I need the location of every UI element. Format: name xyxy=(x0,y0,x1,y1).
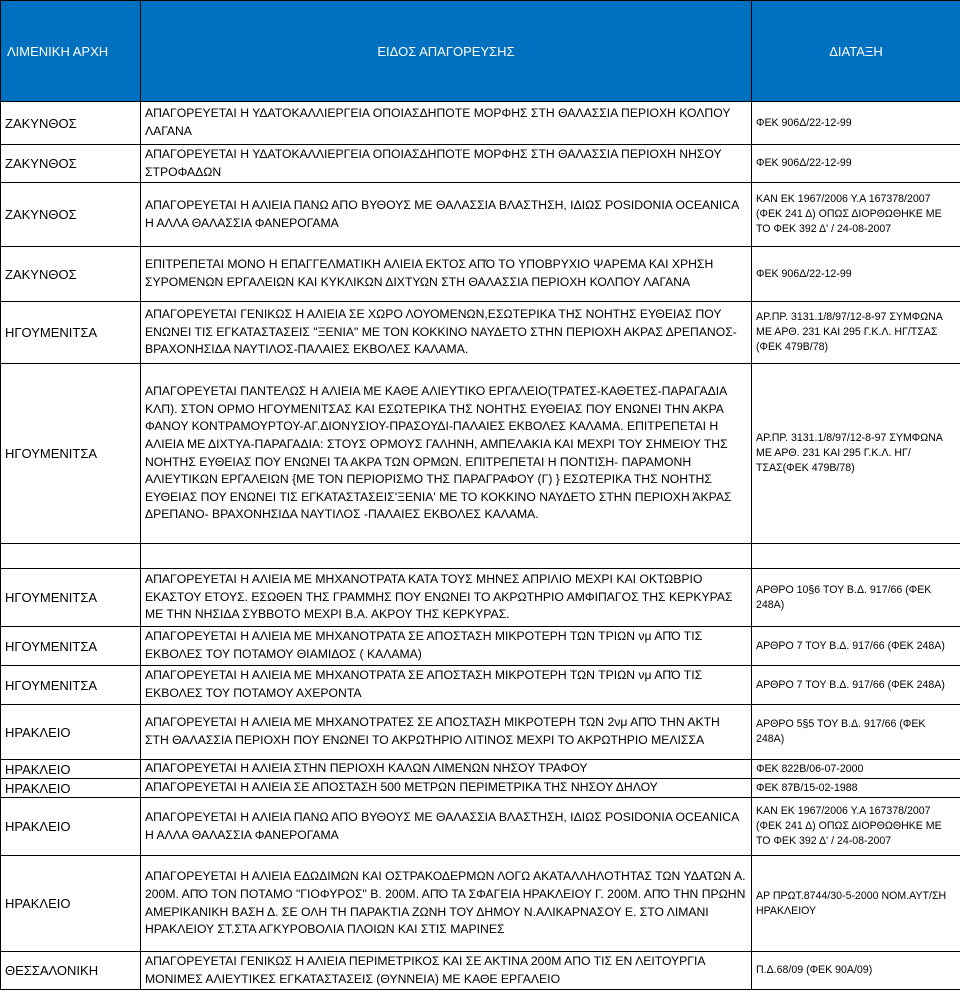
table-row xyxy=(1,760,960,779)
description-cell: ΑΠΑΓΟΡΕΥΕΤΑΙ Η ΑΛΙΕΙΑ ΜΕ ΜΗΧΑΝΟΤΡΑΤΑ ΚΑΤΑ ΤΟΥΣ ΜΗΝΕΣ ΑΠΡΙΛΙΟ ΜΕΧΡΙ ΚΑΙ ΟΚΤΩΒΡΙΟ ΕΚΑΣΤΟΥ ΕΤΟΥΣ. ΕΣΩΘΕΝ ΤΗΣ ΓΡΑΜΜΗΣ ΠΟΥ ΕΝΩΝΕΙ ΤΟ ΑΚΡΩΤΗΡΙΟ ΑΜΦΙΠΑΓΟΣ ΤΗΣ ΚΕΡΚΥΡΑΣ ΜΕ ΤΗΝ ΝΗΣΙΔΑ ΣΥΒΒΟΤΟ ΜΕΧΡΙ Β.Α. ΑΚΡΟΥ ΤΗΣ ΚΕΡΚΥΡΑΣ. xyxy=(141,569,752,627)
table-row xyxy=(1,952,960,990)
reference-cell: ΚΑΝ ΕΚ 1967/2006 Υ.Α 167378/2007 (ΦΕΚ 241 Δ) ΟΠΩΣ ΔΙΟΡΘΩΘΗΚΕ ΜΕ ΤΟ ΦΕΚ 392 Δ' / 24-08-2007 xyxy=(752,183,960,247)
header-prohibition-type: ΕΙΔΟΣ ΑΠΑΓΟΡΕΥΣΗΣ xyxy=(141,1,752,102)
reference-cell: ΑΡ.ΠΡ. 3131.1/8/97/12-8-97 ΣΥΜΦΩΝΑ ΜΕ ΑΡΘ. 231 ΚΑΙ 295 Γ.Κ.Λ. ΗΓ/ΤΣΑΣ(ΦΕΚ 479Β/78) xyxy=(752,364,960,544)
authority-cell: ΗΓΟΥΜΕΝΙΤΣΑ xyxy=(1,627,141,666)
authority-cell: ΗΓΟΥΜΕΝΙΤΣΑ xyxy=(1,569,141,627)
table-row xyxy=(1,856,960,952)
authority-cell: ΖΑΚΥΝΘΟΣ xyxy=(1,183,141,247)
table-row xyxy=(1,364,960,544)
header-authority: ΛΙΜΕΝΙΚΗ ΑΡΧΗ xyxy=(1,1,141,102)
reference-cell: ΦΕΚ 822Β/06-07-2000 xyxy=(752,760,960,779)
header-decree: ΔΙΑΤΑΞΗ xyxy=(752,1,960,102)
table-row xyxy=(1,627,960,666)
description-cell: ΑΠΑΓΟΡΕΥΕΤΑΙ ΠΑΝΤΕΛΩΣ Η ΑΛΙΕΙΑ ΜΕ ΚΑΘΕ ΑΛΙΕΥΤΙΚΟ ΕΡΓΑΛΕΙΟ(ΤΡΑΤΕΣ-ΚΑΘΕΤΕΣ-ΠΑΡΑΓΑΔΙΑ ΚΛΠ). ΣΤΟΝ ΟΡΜΟ ΗΓΟΥΜΕΝΙΤΣΑΣ ΚΑΙ ΕΣΩΤΕΡΙΚΑ ΤΗΣ ΝΟΗΤΗΣ ΕΥΘΕΙΑΣ ΠΟΥ ΕΝΩΝΕΙ ΤΗΝ ΑΚΡΑ ΦΑΝΟΥ ΚΟΝΤΡΑΜΟΥΡΤΟΥ-ΑΓ.ΔΙΟΝΥΣΙΟΥ-ΠΡΑΣΟΥΔΙ-ΠΑΛΑΙΕΣ ΕΚΒΟΛΕΣ ΚΑΛΑΜΑ. ΕΠΙΤΡΕΠΕΤΑΙ Η ΑΛΙΕΙΑ ΜΕ ΔΙΧΤΥΑ-ΠΑΡΑΓΑΔΙΑ: ΣΤΟΥΣ ΟΡΜΟΥΣ ΓΑΛΗΝΗ, ΑΜΠΕΛΑΚΙΑ ΚΑΙ ΜΕΧΡΙ ΤΟΥ ΣΗΜΕΙΟΥ ΤΗΣ ΝΟΗΤΗΣ ΕΥΘΕΙΑΣ ΠΟΥ ΕΝΩΝΕΙ ΤΑ ΑΚΡΑ ΤΩΝ ΟΡΜΩΝ. ΕΠΙΤΡΕΠΕΤΑΙ Η ΠΟΝΤΙΣΗ- ΠΑΡΑΜΟΝΗ ΑΛΙΕΥΤΙΚΩΝ ΕΡΓΑΛΕΙΩΝ {ΜΕ ΤΟΝ ΠΕΡΙΟΡΙΣΜΟ ΤΗΣ ΠΑΡΑΓΡΑΦΟΥ (Γ) } ΕΣΩΤΕΡΙΚΑ ΤΗΣ ΝΟΗΤΗΣ ΕΥΘΕΙΑΣ ΠΟΥ ΕΝΩΝΕΙ ΤΙΣ ΕΓΚΑΤΑΣΤΑΣΕΙΣ'ΞΕΝΙΑ' ΜΕ ΤΟ ΚΟΚΚΙΝΟ ΝΑΥΔΕΤΟ ΣΤΗΝ ΠΕΡΙΟΧΗ ΆΚΡΑΣ ΔΡΕΠΑΝΟ- ΒΡΑΧΟΝΗΣΙΔΑ ΝΑΥΤΙΛΟΣ -ΠΑΛΑΙΕΣ ΕΚΒΟΛΕΣ ΚΑΛΑΜΑ. xyxy=(141,364,752,544)
description-cell: ΑΠΑΓΟΡΕΥΕΤΑΙ Η ΑΛΙΕΙΑ ΜΕ ΜΗΧΑΝΟΤΡΑΤΑ ΣΕ ΑΠΟΣΤΑΣΗ ΜΙΚΡΟΤΕΡΗ ΤΩΝ ΤΡΙΩΝ νμ ΑΠΌ ΤΙΣ ΕΚΒΟΛΕΣ ΤΟΥ ΠΟΤΑΜΟΥ ΘΙΑΜΙΔΟΣ ( ΚΑΛΑΜΑ) xyxy=(141,627,752,666)
authority-cell: ΗΓΟΥΜΕΝΙΤΣΑ xyxy=(1,364,141,544)
reference-cell: ΑΡ.ΠΡ. 3131.1/8/97/12-8-97 ΣΥΜΦΩΝΑ ΜΕ ΑΡΘ. 231 ΚΑΙ 295 Γ.Κ.Λ. ΗΓ/ΤΣΑΣ (ΦΕΚ 479Β/78) xyxy=(752,302,960,364)
authority-cell: ΗΓΟΥΜΕΝΙΤΣΑ xyxy=(1,302,141,364)
table-row xyxy=(1,798,960,856)
header-row xyxy=(1,1,960,102)
table-row xyxy=(1,666,960,705)
description-cell: ΑΠΑΓΟΡΕΥΕΤΑΙ Η ΑΛΙΕΙΑ ΠΑΝΩ ΑΠΟ ΒΥΘΟΥΣ ΜΕ ΘΑΛΑΣΣΙΑ ΒΛΑΣΤΗΣΗ, ΙΔΙΩΣ POSIDONIA OCEANICA Η ΑΛΛΑ ΘΑΛΑΣΣΙΑ ΦΑΝΕΡΟΓΑΜΑ xyxy=(141,183,752,247)
authority-cell: ΖΑΚΥΝΘΟΣ xyxy=(1,247,141,302)
reference-cell: ΑΡΘΡΟ 7 ΤΟΥ Β.Δ. 917/66 (ΦΕΚ 248Α) xyxy=(752,666,960,705)
authority-cell: ΖΑΚΥΝΘΟΣ xyxy=(1,102,141,145)
reference-cell: ΚΑΝ ΕΚ 1967/2006 Υ.Α 167378/2007 (ΦΕΚ 241 Δ) ΟΠΩΣ ΔΙΟΡΘΩΘΗΚΕ ΜΕ ΤΟ ΦΕΚ 392 Δ' / 24-08-2007 xyxy=(752,798,960,856)
table-row xyxy=(1,302,960,364)
spacer-cell xyxy=(141,544,752,569)
description-cell: ΑΠΑΓΟΡΕΥΕΤΑΙ Η ΑΛΙΕΙΑ ΜΕ ΜΗΧΑΝΟΤΡΑΤΑ ΣΕ ΑΠΟΣΤΑΣΗ ΜΙΚΡΟΤΕΡΗ ΤΩΝ ΤΡΙΩΝ νμ ΑΠΌ ΤΙΣ ΕΚΒΟΛΕΣ ΤΟΥ ΠΟΤΑΜΟΥ ΑΧΕΡΟΝΤΑ xyxy=(141,666,752,705)
description-cell: ΕΠΙΤΡΕΠΕΤΑΙ ΜΟΝΟ Η ΕΠΑΓΓΕΛΜΑΤΙΚΗ ΑΛΙΕΙΑ ΕΚΤΟΣ ΑΠΌ ΤΟ ΥΠΟΒΡΥΧΙΟ ΨΑΡΕΜΑ ΚΑΙ ΧΡΗΣΗ ΣΥΡΟΜΕΝΩΝ ΕΡΓΑΛΕΙΩΝ ΚΑΙ ΚΥΚΛΙΚΩΝ ΔΙΧΤΥΩΝ ΣΤΗ ΘΑΛΑΣΣΙΑ ΠΕΡΙΟΧΗ ΚΟΛΠΟΥ ΛΑΓΑΝΑ xyxy=(141,247,752,302)
table-row xyxy=(1,569,960,627)
description-cell: ΑΠΑΓΟΡΕΥΕΤΑΙ Η ΑΛΙΕΙΑ ΣΤΗΝ ΠΕΡΙΟΧΗ ΚΑΛΩΝ ΛΙΜΕΝΩΝ ΝΗΣΟΥ ΤΡΑΦΟΥ xyxy=(141,760,752,779)
reference-cell: ΑΡΘΡΟ 10§6 ΤΟΥ Β.Δ. 917/66 (ΦΕΚ 248Α) xyxy=(752,569,960,627)
description-cell: ΑΠΑΓΟΡΕΥΕΤΑΙ Η ΑΛΙΕΙΑ ΕΔΩΔΙΜΩΝ ΚΑΙ ΟΣΤΡΑΚΟΔΕΡΜΩΝ ΛΟΓΩ ΑΚΑΤΑΛΛΗΛΟΤΗΤΑΣ ΤΩΝ ΥΔΑΤΩΝ Α. 200Μ. ΑΠΌ ΤΟΝ ΠΟΤΑΜΟ "ΓΙΟΦΥΡΟΣ" Β. 200Μ. ΑΠΌ ΤΑ ΣΦΑΓΕΙΑ ΗΡΑΚΛΕΙΟΥ Γ. 200Μ. ΑΠΌ ΤΗΝ ΠΡΩΗΝ ΑΜΕΡΙΚΑΝΙΚΗ ΒΑΣΗ Δ. ΣΕ ΟΛΗ ΤΗ ΠΑΡΑΚΤΙΑ ΖΩΝΗ ΤΟΥ ΔΗΜΟΥ Ν.ΑΛΙΚΑΡΝΑΣΟΥ Ε. ΣΤΟ ΛΙΜΑΝΙ ΗΡΑΚΛΕΙΟΥ ΣΤ.ΣΤΑ ΑΓΚΥΡΟΒΟΛΙΑ ΠΛΟΙΩΝ ΚΑΙ ΣΤΙΣ ΜΑΡΙΝΕΣ xyxy=(141,856,752,952)
description-cell: ΑΠΑΓΟΡΕΥΕΤΑΙ Η ΥΔΑΤΟΚΑΛΛΙΕΡΓΕΙΑ ΟΠΟΙΑΣΔΗΠΟΤΕ ΜΟΡΦΗΣ ΣΤΗ ΘΑΛΑΣΣΙΑ ΠΕΡΙΟΧΗ ΝΗΣΟΥ ΣΤΡΟΦΑΔΩΝ xyxy=(141,145,752,183)
description-cell: ΑΠΑΓΟΡΕΥΕΤΑΙ Η ΑΛΙΕΙΑ ΣΕ ΑΠΟΣΤΑΣΗ 500 ΜΕΤΡΩΝ ΠΕΡΙΜΕΤΡΙΚΑ ΤΗΣ ΝΗΣΟΥ ΔΗΛΟΥ xyxy=(141,779,752,798)
description-cell: ΑΠΑΓΟΡΕΥΕΤΑΙ ΓΕΝΙΚΩΣ Η ΑΛΙΕΙΑ ΣΕ ΧΩΡΟ ΛΟΥΟΜΕΝΩΝ,ΕΣΩΤΕΡΙΚΑ ΤΗΣ ΝΟΗΤΗΣ ΕΥΘΕΙΑΣ ΠΟΥ ΕΝΩΝΕΙ ΤΙΣ ΕΓΚΑΤΑΣΤΑΣΕΙΣ "ΞΕΝΙΑ" ΜΕ ΤΟΝ ΚΟΚΚΙΝΟ ΝΑΥΔΕΤΟ ΣΤΗΝ ΠΕΡΙΟΧΗ ΑΚΡΑΣ ΔΡΕΠΑΝΟΣ-ΒΡΑΧΟΝΗΣΙΔΑ ΝΑΥΤΙΛΟΣ-ΠΑΛΑΙΕΣ ΕΚΒΟΛΕΣ ΚΑΛΑΜΑ. xyxy=(141,302,752,364)
description-cell: ΑΠΑΓΟΡΕΥΕΤΑΙ Η ΑΛΙΕΙΑ ΠΑΝΩ ΑΠΟ ΒΥΘΟΥΣ ΜΕ ΘΑΛΑΣΣΙΑ ΒΛΑΣΤΗΣΗ, ΙΔΙΩΣ POSIDONIA OCEANICA Η ΑΛΛΑ ΘΑΛΑΣΣΙΑ ΦΑΝΕΡΟΓΑΜΑ xyxy=(141,798,752,856)
reference-cell: ΦΕΚ 906Δ/22-12-99 xyxy=(752,247,960,302)
table-row xyxy=(1,145,960,183)
description-cell: ΑΠΑΓΟΡΕΥΕΤΑΙ Η ΥΔΑΤΟΚΑΛΛΙΕΡΓΕΙΑ ΟΠΟΙΑΣΔΗΠΟΤΕ ΜΟΡΦΗΣ ΣΤΗ ΘΑΛΑΣΣΙΑ ΠΕΡΙΟΧΗ ΚΟΛΠΟΥ ΛΑΓΑΝΑ xyxy=(141,102,752,145)
description-cell: ΑΠΑΓΟΡΕΥΕΤΑΙ Η ΑΛΙΕΙΑ ΜΕ ΜΗΧΑΝΟΤΡΑΤΕΣ ΣΕ ΑΠΟΣΤΑΣΗ ΜΙΚΡΟΤΕΡΗ ΤΩΝ 2νμ ΑΠΌ ΤΗΝ ΑΚΤΗ ΣΤΗ ΘΑΛΑΣΣΙΑ ΠΕΡΙΟΧΗ ΠΟΥ ΕΝΩΝΕΙ ΤΟ ΑΚΡΩΤΗΡΙΟ ΛΙΤΙΝΟΣ ΜΕΧΡΙ ΤΟ ΑΚΡΩΤΗΡΙΟ ΜΕΛΙΣΣΑ xyxy=(141,705,752,760)
description-cell: ΑΠΑΓΟΡΕΥΕΤΑΙ ΓΕΝΙΚΩΣ Η ΑΛΙΕΙΑ ΠΕΡΙΜΕΤΡΙΚΟΣ ΚΑΙ ΣΕ ΑΚΤΙΝΑ 200Μ ΑΠΟ ΤΙΣ ΕΝ ΛΕΙΤΟΥΡΓΙΑ ΜΟΝΙΜΕΣ ΑΛΙΕΥΤΙΚΕΣ ΕΓΚΑΤΑΣΤΑΣΕΙΣ (ΘΥΝΝΕΙΑ) ΜΕ ΚΑΘΕ ΕΡΓΑΛΕΙΟ xyxy=(141,952,752,990)
spacer-cell xyxy=(752,544,960,569)
table-row xyxy=(1,102,960,145)
spacer-row xyxy=(1,544,960,569)
authority-cell: ΖΑΚΥΝΘΟΣ xyxy=(1,145,141,183)
authority-cell: ΗΡΑΚΛΕΙΟ xyxy=(1,798,141,856)
table-row xyxy=(1,183,960,247)
reference-cell: ΦΕΚ 906Δ/22-12-99 xyxy=(752,102,960,145)
table-row xyxy=(1,705,960,760)
authority-cell: ΗΡΑΚΛΕΙΟ xyxy=(1,705,141,760)
authority-cell: ΗΓΟΥΜΕΝΙΤΣΑ xyxy=(1,666,141,705)
authority-cell: ΗΡΑΚΛΕΙΟ xyxy=(1,760,141,779)
reference-cell: ΦΕΚ 906Δ/22-12-99 xyxy=(752,145,960,183)
authority-cell: ΗΡΑΚΛΕΙΟ xyxy=(1,779,141,798)
authority-cell: ΘΕΣΣΑΛΟΝΙΚΗ xyxy=(1,952,141,990)
reference-cell: ΑΡΘΡΟ 7 ΤΟΥ Β.Δ. 917/66 (ΦΕΚ 248Α) xyxy=(752,627,960,666)
authority-cell: ΗΡΑΚΛΕΙΟ xyxy=(1,856,141,952)
table-row xyxy=(1,247,960,302)
reference-cell: ΑΡ ΠΡΩΤ.8744/30-5-2000 ΝΟΜ.ΑΥΤ/ΣΗ ΗΡΑΚΛΕΙΟΥ xyxy=(752,856,960,952)
spacer-cell xyxy=(1,544,141,569)
table-row xyxy=(1,779,960,798)
reference-cell: Π.Δ.68/09 (ΦΕΚ 90Α/09) xyxy=(752,952,960,990)
reference-cell: ΑΡΘΡΟ 5§5 ΤΟΥ Β.Δ. 917/66 (ΦΕΚ 248Α) xyxy=(752,705,960,760)
reference-cell: ΦΕΚ 87Β/15-02-1988 xyxy=(752,779,960,798)
